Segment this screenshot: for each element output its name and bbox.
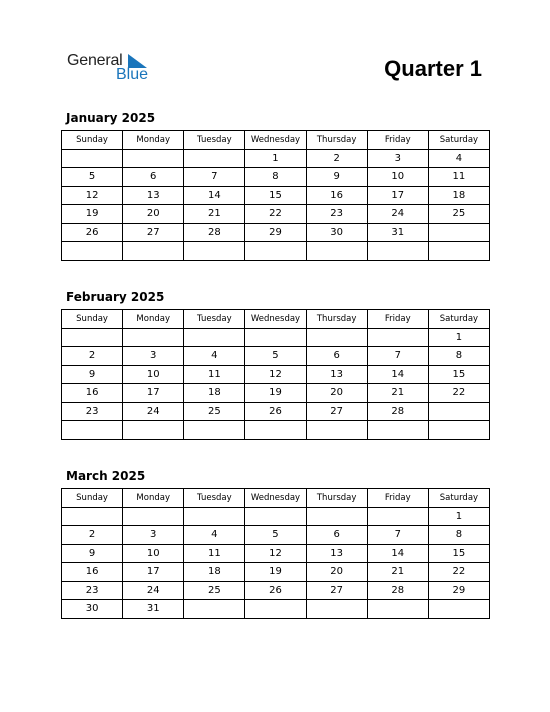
week-row: [62, 328, 490, 347]
month-march: [61, 468, 490, 619]
day-cell: [184, 328, 245, 347]
day-cell: 21: [367, 384, 428, 403]
day-cell: 6: [306, 347, 367, 366]
day-cell: 17: [123, 563, 184, 582]
day-cell: 20: [306, 384, 367, 403]
weekday-header: Wednesday: [245, 131, 306, 150]
week-row: [62, 507, 490, 526]
day-cell: [428, 402, 489, 421]
weekday-header: Friday: [367, 310, 428, 329]
day-cell: 14: [367, 365, 428, 384]
day-cell: [62, 149, 123, 168]
day-cell: 23: [62, 402, 123, 421]
day-cell: [184, 507, 245, 526]
week-row: [62, 563, 490, 582]
week-row: [62, 365, 490, 384]
day-cell: 5: [245, 526, 306, 545]
weekday-header: Friday: [367, 131, 428, 150]
day-cell: 7: [367, 526, 428, 545]
calendar-table: [61, 488, 490, 619]
day-cell: 16: [306, 186, 367, 205]
day-cell: 13: [306, 544, 367, 563]
day-cell: [306, 421, 367, 440]
day-cell: 24: [123, 581, 184, 600]
day-cell: [428, 600, 489, 619]
day-cell: 6: [123, 168, 184, 187]
weekday-header: Monday: [123, 310, 184, 329]
month-title: March 2025: [66, 469, 146, 483]
day-cell: 19: [62, 205, 123, 224]
day-cell: 7: [367, 347, 428, 366]
weekday-header: Wednesday: [245, 310, 306, 329]
month-february: [61, 289, 490, 440]
day-cell: 15: [428, 365, 489, 384]
logo: [67, 52, 167, 86]
day-cell: [123, 328, 184, 347]
day-cell: 31: [367, 223, 428, 242]
day-cell: [245, 600, 306, 619]
day-cell: 22: [245, 205, 306, 224]
weekday-header-row: [62, 489, 490, 508]
day-cell: 18: [184, 563, 245, 582]
day-cell: [184, 600, 245, 619]
day-cell: 27: [306, 581, 367, 600]
day-cell: 2: [306, 149, 367, 168]
day-cell: [245, 328, 306, 347]
day-cell: 10: [123, 544, 184, 563]
logo-word-blue: Blue: [116, 66, 149, 83]
day-cell: 26: [245, 402, 306, 421]
page-title: Quarter 1: [384, 56, 482, 81]
calendar-table: [61, 309, 490, 440]
day-cell: 4: [184, 526, 245, 545]
day-cell: 27: [306, 402, 367, 421]
day-cell: [428, 242, 489, 261]
day-cell: 1: [428, 507, 489, 526]
day-cell: [123, 421, 184, 440]
weekday-header: Monday: [123, 131, 184, 150]
day-cell: 3: [123, 347, 184, 366]
day-cell: 7: [184, 168, 245, 187]
day-cell: 25: [184, 581, 245, 600]
day-cell: 10: [123, 365, 184, 384]
day-cell: [428, 223, 489, 242]
day-cell: 28: [367, 402, 428, 421]
day-cell: 15: [245, 186, 306, 205]
day-cell: 5: [62, 168, 123, 187]
day-cell: 16: [62, 384, 123, 403]
weekday-header: Tuesday: [184, 310, 245, 329]
day-cell: 19: [245, 563, 306, 582]
week-row: [62, 526, 490, 545]
day-cell: 21: [367, 563, 428, 582]
day-cell: [367, 421, 428, 440]
day-cell: 24: [123, 402, 184, 421]
day-cell: 16: [62, 563, 123, 582]
day-cell: [367, 600, 428, 619]
day-cell: 23: [306, 205, 367, 224]
weekday-header: Monday: [123, 489, 184, 508]
day-cell: [367, 242, 428, 261]
day-cell: [123, 507, 184, 526]
day-cell: 20: [123, 205, 184, 224]
day-cell: 11: [184, 544, 245, 563]
day-cell: 1: [245, 149, 306, 168]
day-cell: [367, 507, 428, 526]
day-cell: 9: [306, 168, 367, 187]
day-cell: 8: [245, 168, 306, 187]
weekday-header-row: [62, 131, 490, 150]
weekday-header: Sunday: [62, 310, 123, 329]
week-row: [62, 223, 490, 242]
day-cell: [184, 149, 245, 168]
day-cell: 25: [184, 402, 245, 421]
day-cell: [306, 507, 367, 526]
day-cell: 18: [184, 384, 245, 403]
day-cell: 22: [428, 563, 489, 582]
calendar-table: [61, 130, 490, 261]
weekday-header: Tuesday: [184, 489, 245, 508]
day-cell: [367, 328, 428, 347]
day-cell: 12: [62, 186, 123, 205]
day-cell: 9: [62, 544, 123, 563]
week-row: [62, 402, 490, 421]
day-cell: 11: [184, 365, 245, 384]
day-cell: 13: [123, 186, 184, 205]
day-cell: 26: [62, 223, 123, 242]
day-cell: 22: [428, 384, 489, 403]
day-cell: [184, 242, 245, 261]
day-cell: 30: [62, 600, 123, 619]
day-cell: 8: [428, 526, 489, 545]
day-cell: 2: [62, 526, 123, 545]
day-cell: 3: [367, 149, 428, 168]
week-row: [62, 168, 490, 187]
day-cell: 20: [306, 563, 367, 582]
day-cell: [123, 149, 184, 168]
day-cell: 27: [123, 223, 184, 242]
day-cell: [306, 242, 367, 261]
day-cell: 4: [428, 149, 489, 168]
day-cell: [245, 242, 306, 261]
day-cell: [62, 242, 123, 261]
week-row: [62, 242, 490, 261]
weekday-header: Friday: [367, 489, 428, 508]
day-cell: 11: [428, 168, 489, 187]
day-cell: 13: [306, 365, 367, 384]
week-row: [62, 149, 490, 168]
weekday-header: Thursday: [306, 131, 367, 150]
weekday-header: Saturday: [428, 489, 489, 508]
day-cell: 5: [245, 347, 306, 366]
weekday-header: Thursday: [306, 310, 367, 329]
day-cell: [428, 421, 489, 440]
month-title: January 2025: [66, 111, 156, 125]
week-row: [62, 384, 490, 403]
day-cell: 14: [367, 544, 428, 563]
day-cell: 12: [245, 365, 306, 384]
day-cell: [306, 600, 367, 619]
day-cell: [245, 421, 306, 440]
day-cell: 1: [428, 328, 489, 347]
day-cell: 21: [184, 205, 245, 224]
day-cell: [62, 328, 123, 347]
weekday-header: Tuesday: [184, 131, 245, 150]
month-title: February 2025: [66, 290, 165, 304]
weekday-header: Thursday: [306, 489, 367, 508]
weekday-header: Saturday: [428, 131, 489, 150]
day-cell: 24: [367, 205, 428, 224]
day-cell: 29: [245, 223, 306, 242]
day-cell: 31: [123, 600, 184, 619]
month-january: [61, 110, 490, 261]
day-cell: 28: [367, 581, 428, 600]
day-cell: [62, 421, 123, 440]
day-cell: [62, 507, 123, 526]
week-row: [62, 600, 490, 619]
week-row: [62, 205, 490, 224]
day-cell: 25: [428, 205, 489, 224]
day-cell: 9: [62, 365, 123, 384]
weekday-header: Sunday: [62, 489, 123, 508]
day-cell: [184, 421, 245, 440]
weekday-header: Wednesday: [245, 489, 306, 508]
day-cell: [123, 242, 184, 261]
day-cell: 3: [123, 526, 184, 545]
day-cell: 18: [428, 186, 489, 205]
weekday-header: Sunday: [62, 131, 123, 150]
day-cell: [245, 507, 306, 526]
day-cell: 19: [245, 384, 306, 403]
week-row: [62, 186, 490, 205]
day-cell: 14: [184, 186, 245, 205]
week-row: [62, 581, 490, 600]
day-cell: 12: [245, 544, 306, 563]
day-cell: 17: [367, 186, 428, 205]
week-row: [62, 347, 490, 366]
day-cell: 23: [62, 581, 123, 600]
week-row: [62, 544, 490, 563]
day-cell: 26: [245, 581, 306, 600]
day-cell: 28: [184, 223, 245, 242]
weekday-header-row: [62, 310, 490, 329]
weekday-header: Saturday: [428, 310, 489, 329]
day-cell: 10: [367, 168, 428, 187]
day-cell: 2: [62, 347, 123, 366]
day-cell: 15: [428, 544, 489, 563]
day-cell: 29: [428, 581, 489, 600]
week-row: [62, 421, 490, 440]
day-cell: [306, 328, 367, 347]
day-cell: 17: [123, 384, 184, 403]
day-cell: 6: [306, 526, 367, 545]
day-cell: 30: [306, 223, 367, 242]
day-cell: 4: [184, 347, 245, 366]
logo-word-general: General: [67, 52, 123, 69]
day-cell: 8: [428, 347, 489, 366]
